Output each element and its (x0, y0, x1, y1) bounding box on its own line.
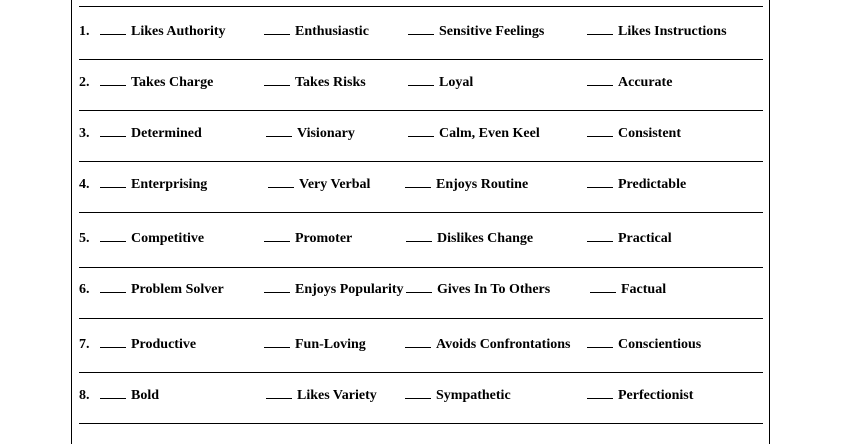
trait-item (100, 335, 196, 355)
answer-blank[interactable] (100, 386, 126, 399)
answer-blank[interactable] (100, 175, 126, 188)
trait-row (0, 386, 850, 406)
answer-blank[interactable] (408, 124, 434, 137)
trait-row (0, 335, 850, 355)
trait-label: Conscientious (618, 337, 702, 352)
answer-blank[interactable] (590, 280, 616, 293)
answer-blank[interactable] (587, 73, 613, 86)
trait-label: Likes Instructions (618, 24, 727, 39)
row-divider (79, 212, 763, 213)
trait-item (100, 124, 202, 144)
trait-label: Likes Variety (297, 388, 377, 403)
trait-row (0, 73, 850, 93)
trait-label: Problem Solver (131, 282, 224, 297)
trait-label: Bold (131, 388, 160, 403)
trait-item (264, 22, 369, 42)
row-number: 7. (79, 337, 90, 352)
trait-item (587, 229, 672, 249)
trait-item (264, 280, 404, 300)
trait-label: Accurate (618, 75, 673, 90)
trait-item (590, 280, 666, 300)
trait-label: Takes Charge (131, 75, 214, 90)
answer-blank[interactable] (264, 73, 290, 86)
row-divider (79, 6, 763, 7)
trait-label: Factual (621, 282, 667, 297)
answer-blank[interactable] (405, 386, 431, 399)
trait-label: Practical (618, 231, 672, 246)
trait-row (0, 229, 850, 249)
trait-item (100, 175, 207, 195)
trait-item (264, 335, 366, 355)
answer-blank[interactable] (100, 280, 126, 293)
trait-item (405, 175, 528, 195)
row-divider (79, 372, 763, 373)
row-divider (79, 110, 763, 111)
answer-blank[interactable] (408, 73, 434, 86)
trait-label: Avoids Confrontations (436, 337, 571, 352)
answer-blank[interactable] (264, 22, 290, 35)
trait-item (100, 73, 213, 93)
trait-item (406, 229, 533, 249)
trait-label: Enjoys Routine (436, 177, 529, 192)
trait-label: Enjoys Popularity (295, 282, 404, 297)
trait-item (405, 335, 570, 355)
trait-row (0, 280, 850, 300)
trait-label: Very Verbal (299, 177, 371, 192)
trait-item (587, 124, 681, 144)
trait-item (408, 22, 544, 42)
trait-item (100, 22, 226, 42)
row-number: 6. (79, 282, 90, 297)
trait-label: Sensitive Feelings (439, 24, 545, 39)
trait-item (405, 386, 511, 406)
answer-blank[interactable] (405, 335, 431, 348)
answer-blank[interactable] (100, 229, 126, 242)
form-frame (71, 0, 770, 444)
trait-item (100, 386, 159, 406)
trait-label: Loyal (439, 75, 474, 90)
row-divider (79, 161, 763, 162)
trait-item (587, 335, 701, 355)
trait-label: Determined (131, 126, 202, 141)
answer-blank[interactable] (264, 335, 290, 348)
trait-label: Sympathetic (436, 388, 511, 403)
answer-blank[interactable] (266, 386, 292, 399)
answer-blank[interactable] (100, 124, 126, 137)
answer-blank[interactable] (587, 22, 613, 35)
trait-item (406, 280, 550, 300)
answer-blank[interactable] (100, 22, 126, 35)
trait-label: Likes Authority (131, 24, 226, 39)
row-number: 5. (79, 231, 90, 246)
trait-item (100, 229, 204, 249)
trait-row (0, 175, 850, 195)
answer-blank[interactable] (587, 124, 613, 137)
trait-label: Competitive (131, 231, 205, 246)
trait-label: Takes Risks (295, 75, 366, 90)
answer-blank[interactable] (100, 335, 126, 348)
row-divider (79, 267, 763, 268)
trait-item (587, 73, 672, 93)
trait-item (268, 175, 370, 195)
trait-label: Consistent (618, 126, 682, 141)
answer-blank[interactable] (405, 175, 431, 188)
answer-blank[interactable] (587, 386, 613, 399)
answer-blank[interactable] (268, 175, 294, 188)
trait-item (100, 280, 224, 300)
row-number: 3. (79, 126, 90, 141)
answer-blank[interactable] (266, 124, 292, 137)
row-number: 1. (79, 24, 90, 39)
trait-label: Predictable (618, 177, 687, 192)
trait-label: Visionary (297, 126, 355, 141)
row-divider (79, 423, 763, 424)
answer-blank[interactable] (264, 280, 290, 293)
row-number: 8. (79, 388, 90, 403)
answer-blank[interactable] (100, 73, 126, 86)
trait-item (587, 386, 693, 406)
answer-blank[interactable] (587, 175, 613, 188)
answer-blank[interactable] (264, 229, 290, 242)
trait-label: Productive (131, 337, 197, 352)
trait-item (264, 73, 366, 93)
trait-label: Gives In To Others (437, 282, 551, 297)
row-number: 2. (79, 75, 90, 90)
trait-label: Promoter (295, 231, 353, 246)
trait-label: Enterprising (131, 177, 208, 192)
trait-row (0, 124, 850, 144)
trait-label: Perfectionist (618, 388, 694, 403)
trait-label: Calm, Even Keel (439, 126, 540, 141)
answer-blank[interactable] (406, 280, 432, 293)
row-number: 4. (79, 177, 90, 192)
trait-item (266, 386, 377, 406)
answer-blank[interactable] (587, 229, 613, 242)
trait-item (587, 22, 727, 42)
trait-label: Dislikes Change (437, 231, 534, 246)
trait-item (587, 175, 686, 195)
trait-label: Enthusiastic (295, 24, 369, 39)
trait-item (264, 229, 352, 249)
answer-blank[interactable] (406, 229, 432, 242)
trait-item (408, 124, 540, 144)
answer-blank[interactable] (587, 335, 613, 348)
answer-blank[interactable] (408, 22, 434, 35)
row-divider (79, 318, 763, 319)
row-divider (79, 59, 763, 60)
trait-item (408, 73, 473, 93)
trait-item (266, 124, 355, 144)
trait-label: Fun-Loving (295, 337, 366, 352)
trait-row (0, 22, 850, 42)
